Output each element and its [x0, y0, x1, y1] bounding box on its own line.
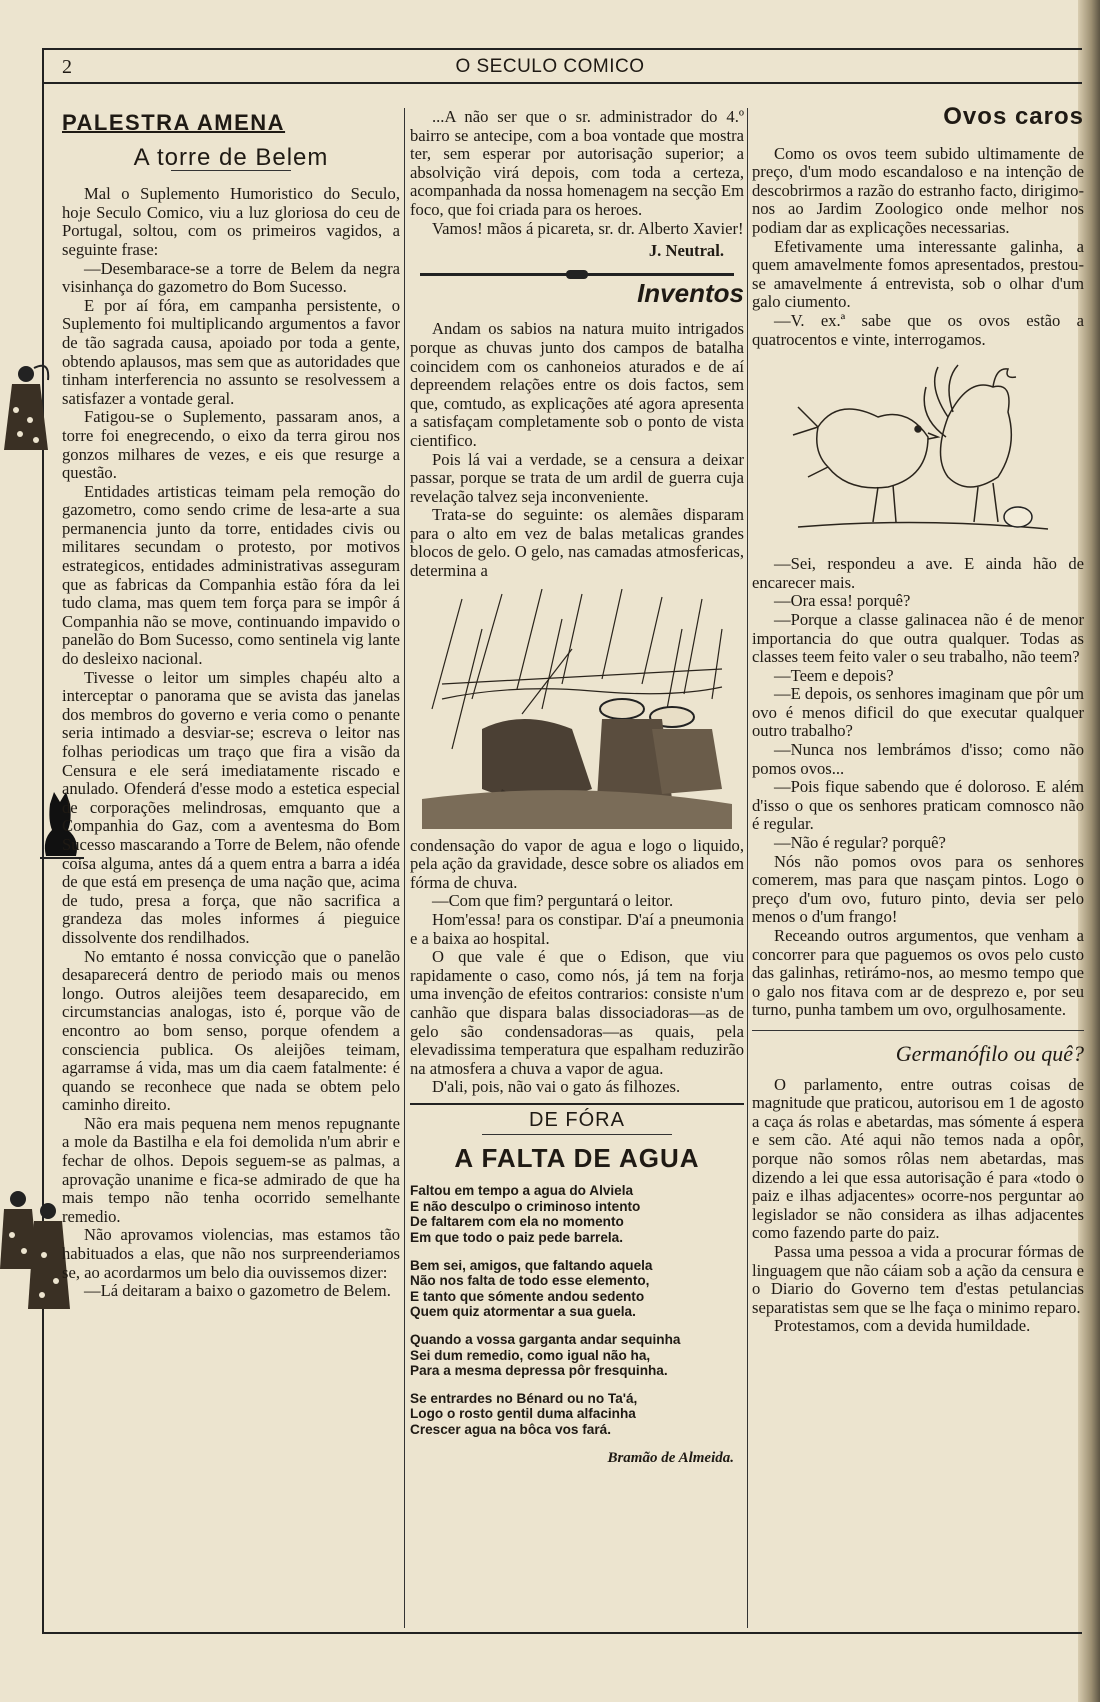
paragraph: Vamos! mãos á picareta, sr. dr. Alberto Xavier!: [432, 218, 744, 238]
de-fora-section: [410, 1103, 744, 1468]
paragraph: —Porque a classe galinacea não é de menor importancia do que outra qualquer. Todas as classes teem feito valer o seu trabalho, não teem?: [752, 609, 1084, 667]
article-body-ovos-a: [752, 145, 1084, 350]
de-fora-underline: [482, 1134, 672, 1135]
top-border: [42, 48, 1082, 50]
paragraph: Efetivamente uma interessante galinha, a quem amavelmente fomos apresentados, prestou-se amavelmente á entrevista, sob o olhar d'um galo ciumento.: [752, 236, 1084, 312]
column-divider-1: [404, 108, 405, 1628]
soldiers-in-trench-rain-illustration: [422, 589, 732, 829]
ornamental-divider: [420, 273, 734, 276]
article-title-germanofilo: Germanófilo ou quê?: [895, 1040, 1084, 1066]
paragraph: Entidades artisticas teimam pela remoção do gazometro, como sendo crime de lesa-arte a sua permanencia junto da torre, entidades civis ou militares secundam o protesto, por motivos estrategicos, entidades administrativas asseguram que as fabricas da Companhia estão fóra da lei tudo clama, mas quem tem força para se impôr á Companhia não se move, continuando impavido o panelão do Bom Sucesso, como sentinela vig lante do desleixo nacional.: [62, 481, 400, 669]
paragraph: Mal o Suplemento Humoristico do Seculo, hoje Seculo Comico, viu a luz gloriosa do ceu de Portugal, soltou, com os primeiros vagidos, a seguinte frase:: [62, 184, 400, 259]
paragraph: Andam os sabios na natura muito intrigados porque as chuvas junto dos campos de batalha coincidem com os canhoneios aturados e de aí depreendem relações entre os dois factos, sem que, comtudo, as explicações até agora apresenta a satisfaçam completamente sob o ponto de vista cientifico.: [410, 319, 744, 450]
article-title-inventos: Inventos: [637, 277, 744, 308]
poem-stanza: [410, 1332, 744, 1379]
paragraph: E por aí fóra, em campanha persistente, o Suplemento foi multiplicando argumentos a favor de tão sagrada causa, apoiado por toda a gente, obtendo aplausos, mas sem que as autoridades que tinham interferencia no assunto se resolvessem a satisfazer a vontade geral.: [62, 295, 400, 408]
poem-line: Quando a vossa garganta andar sequinha: [410, 1331, 681, 1347]
paragraph: —Teem e depois?: [774, 665, 894, 685]
paragraph: Passa uma pessoa a vida a procurar fórmas de linguagem que não cáiam sob a ação da censura e o Diario do Governo tem d'estas petulancias separatistas sem que se lhe faça o minimo reparo.: [752, 1241, 1084, 1317]
paragraph: Receando outros argumentos, que venham a concorrer para que paguemos os ovos pelo custo das galinhas, retirámo-nos, ao mesmo tempo que o galo nos fitava com ar de desprezo e, por seu turno, punha tambem um ovo, orgulhosamente.: [752, 926, 1084, 1020]
hen-and-rooster-with-egg-illustration: [778, 357, 1058, 547]
article-title-ovos-caros: Ovos caros: [943, 103, 1084, 130]
paragraph: —Pois fique sabendo que é doloroso. E além d'isso o que os senhores praticam comnosco não é regular.: [752, 777, 1084, 834]
paragraph: —Com que fim? perguntará o leitor.: [432, 891, 674, 911]
poem-line: Crescer agua na bôca vos fará.: [410, 1421, 611, 1437]
poem-stanza: [410, 1391, 744, 1438]
paragraph: —Ora essa! porquê?: [774, 591, 911, 611]
paragraph: Nós não pomos ovos para os senhores comerem, mas para que nasçam pintos. Logo o preço d'um ovo, futuro pinto, devia ser pelo menos o d'um frango!: [752, 851, 1084, 927]
article-body-germanofilo: [752, 1076, 1084, 1336]
column-torre-de-belem: [62, 108, 400, 1301]
paragraph: ...A não ser que o sr. administrador do 4.º bairro se antecipe, com a boa vontade que mostra ter, sem esperar por autorisação superior; a absolvição virá depois, com toda a certeza, acompanhada da nossa homenagem na secção Em foco, que foi criada para os heroes.: [410, 107, 744, 219]
article-body-ovos-b: [752, 555, 1084, 1020]
article-body-continuation: [410, 108, 744, 238]
paragraph: Pois lá vai a verdade, se a censura a deixar passar, porque se trata de um ardil de guerra cuja revelação talvez seja inconveniente.: [410, 449, 744, 506]
paragraph: Não era mais pequena nem menos repugnante a mole da Bastilha e ela foi demolida n'um abrir e fechar de olhos. Depois seguem-se as palmas, a aprovação unanime e fica-se admirado de que ha mais tempo não tenha ocorrido semelhante remedio.: [62, 1113, 400, 1226]
article-body-inventos-a: [410, 320, 744, 580]
paragraph: D'ali, pois, não vai o gato ás filhozes.: [432, 1077, 681, 1097]
poem-line: E tanto que sómente andou sedento: [410, 1288, 645, 1304]
section-title-palestra-amena: PALESTRA AMENA: [62, 110, 286, 135]
poem-line: Se entrardes no Bénard ou no Ta'á,: [410, 1390, 638, 1406]
paragraph: Trata-se do seguinte: os alemães disparam para o alto em vez de balas metalicas grandes blocos de gelo. O gelo, nas camadas atmosfericas, determina a: [410, 505, 744, 581]
poet-signature: Bramão de Almeida.: [607, 1450, 734, 1467]
poem-stanza: [410, 1258, 744, 1320]
poem-line: E não desculpo o criminoso intento: [410, 1198, 641, 1214]
header-rule: [42, 82, 1082, 84]
poem-body: [410, 1183, 744, 1437]
paragraph: Fatigou-se o Suplemento, passaram anos, a torre foi enegrecendo, o eixo da terra girou nos gonzos milhares de vezes, e eis que resurge a questão.: [62, 407, 400, 483]
page-number: 2: [62, 56, 72, 78]
poem-line: Bem sei, amigos, que faltando aquela: [410, 1257, 653, 1273]
paragraph: Hom'essa! para os constipar. D'aí a pneumonia e a baixa ao hospital.: [410, 910, 744, 948]
poem-line: Sei dum remedio, como igual não ha,: [410, 1347, 651, 1363]
bottom-border: [42, 1632, 1082, 1634]
paragraph: O parlamento, entre outras coisas de magnitude que praticou, autorisou em 1 de agosto a caça ás rolas e abetardas, mas sómente á espera e sem cão. Até aqui não temos nada a opôr, porque não somos rôlas nem abetardas, mas dizendo a lei que essa autorisação é para «todo o paiz e ilhas adjacentes» ocorre-nos perguntar ao legislador se não considera as ilhas adjacentes como fazendo parte do paiz.: [752, 1074, 1084, 1243]
woman-figure-margin-icon: [0, 360, 50, 460]
poem-line: Não nos falta de todo esse elemento,: [410, 1273, 650, 1289]
women-figures-margin-icon: [0, 1185, 70, 1315]
poem-line: De faltarem com ela no momento: [410, 1214, 624, 1230]
column-divider-2: [747, 108, 748, 1628]
section-label-de-fora: [410, 1108, 744, 1135]
column-ovos-caros: [752, 103, 1084, 1336]
paragraph: Como os ovos teem subido ultimamente de preço, d'um modo escandaloso e na intenção de descobrirmos a razão do estranho facto, dirigimo-nos ao Jardim Zoologico onde melhor nos podiam dar as explicações necessarias.: [752, 143, 1084, 237]
poem-line: Logo o rosto gentil duma alfacinha: [410, 1406, 636, 1422]
paragraph: No emtanto é nossa convicção que o panelão desaparecerá dentro de periodo mais ou menos longo. Outros aleijões teem desaparecido, em circumstancias analogas, isto é, porque vão de encontro ao bom senso, porque ofendem a consciencia publica. Os aleijões teimam, agarramse á vida, mas um dia caem fatalmente: é quando se reconhece que nada se obtem pelo caminho direito.: [62, 946, 400, 1115]
paragraph: —E depois, os senhores imaginam que pôr um ovo é menos dificil do que executar qualquer outro trabalho?: [752, 684, 1084, 741]
title-text: A torre de Belem: [133, 143, 329, 171]
de-fora-text: DE FÓRA: [529, 1108, 625, 1131]
article-body-inventos-b: [410, 837, 744, 1097]
paragraph: Não aprovamos violencias, mas estamos tão habituados a elas, que não nos surpreenderiamos se, ao acordarmos um belo dia ouvissemos dizer:: [62, 1225, 400, 1282]
paragraph: O que vale é que o Edison, que viu rapidamente o caso, como nós, já tem na forja uma invenção de efeitos contrarios: consiste n'um canhão que dispara balas dissociadoras—as de gelo são condensadoras—as quais, pela elevadissima temperatura que espalham reduzirão na atmosfera a chuva a vapor de agua.: [410, 947, 744, 1078]
paragraph: Protestamos, com a devida humildade.: [774, 1316, 1031, 1336]
paragraph: condensação do vapor de agua e logo o liquido, pela ação da gravidade, desce sobre os aliados em fórma de chuva.: [410, 835, 744, 892]
masthead: O SECULO COMICO: [455, 56, 645, 77]
section-divider: [752, 1030, 1084, 1031]
poem-line: Quem quiz atormentar a sua guela.: [410, 1304, 636, 1320]
paragraph: —Sei, respondeu a ave. E ainda hão de encarecer mais.: [752, 554, 1084, 592]
signature-j-neutral: J. Neutral.: [648, 241, 724, 261]
paragraph: —Não é regular? porquê?: [774, 833, 946, 853]
paragraph: —Lá deitaram a baixo o gazometro de Belem.: [84, 1281, 391, 1301]
paragraph: Tivesse o leitor um simples chapéu alto a interceptar o panorama que se avista das janelas dos membros do governo e veria como o penante seria intimado a desviar-se; escreva o leitor nas folhas periodicas um traço que fira a visão da Censura e ele será imediatamente riscado e anulado. Ofenderá d'esse modo a estetica especial de corporações melindrosas, emquanto que a Companhia do Gaz, com a aventesma do Bom Sucesso mascarando a Torre de Belem, não ofende coisa alguma, antes dá a quem entra a barra a idéa de que está em presença de uma nação que, acima de tudo, presa a força, que não sacrifica a grandeza das moles informes á pieguice dissolvente dos rendilhados.: [62, 667, 400, 947]
article-title-torre-de-belem: [62, 143, 400, 172]
paragraph: —Desembarace-se a torre de Belem da negra visinhança do gazometro do Bom Sucesso.: [62, 258, 400, 297]
poem-stanza: [410, 1183, 744, 1245]
poem-title-falta-de-agua: A FALTA DE AGUA: [454, 1142, 700, 1173]
poem-line: Para a mesma depressa pôr fresquinha.: [410, 1363, 668, 1379]
poem-line: Faltou em tempo a agua do Alviela: [410, 1183, 634, 1199]
poem-line: Em que todo o paiz pede barrela.: [410, 1229, 624, 1245]
paragraph: —V. ex.ª sabe que os ovos estão a quatrocentos e vinte, interrogamos.: [752, 310, 1084, 349]
article-body-torre: [62, 185, 400, 1301]
column-center: [410, 108, 744, 1474]
paragraph: —Nunca nos lembrámos d'isso; como não pomos ovos...: [752, 740, 1084, 778]
